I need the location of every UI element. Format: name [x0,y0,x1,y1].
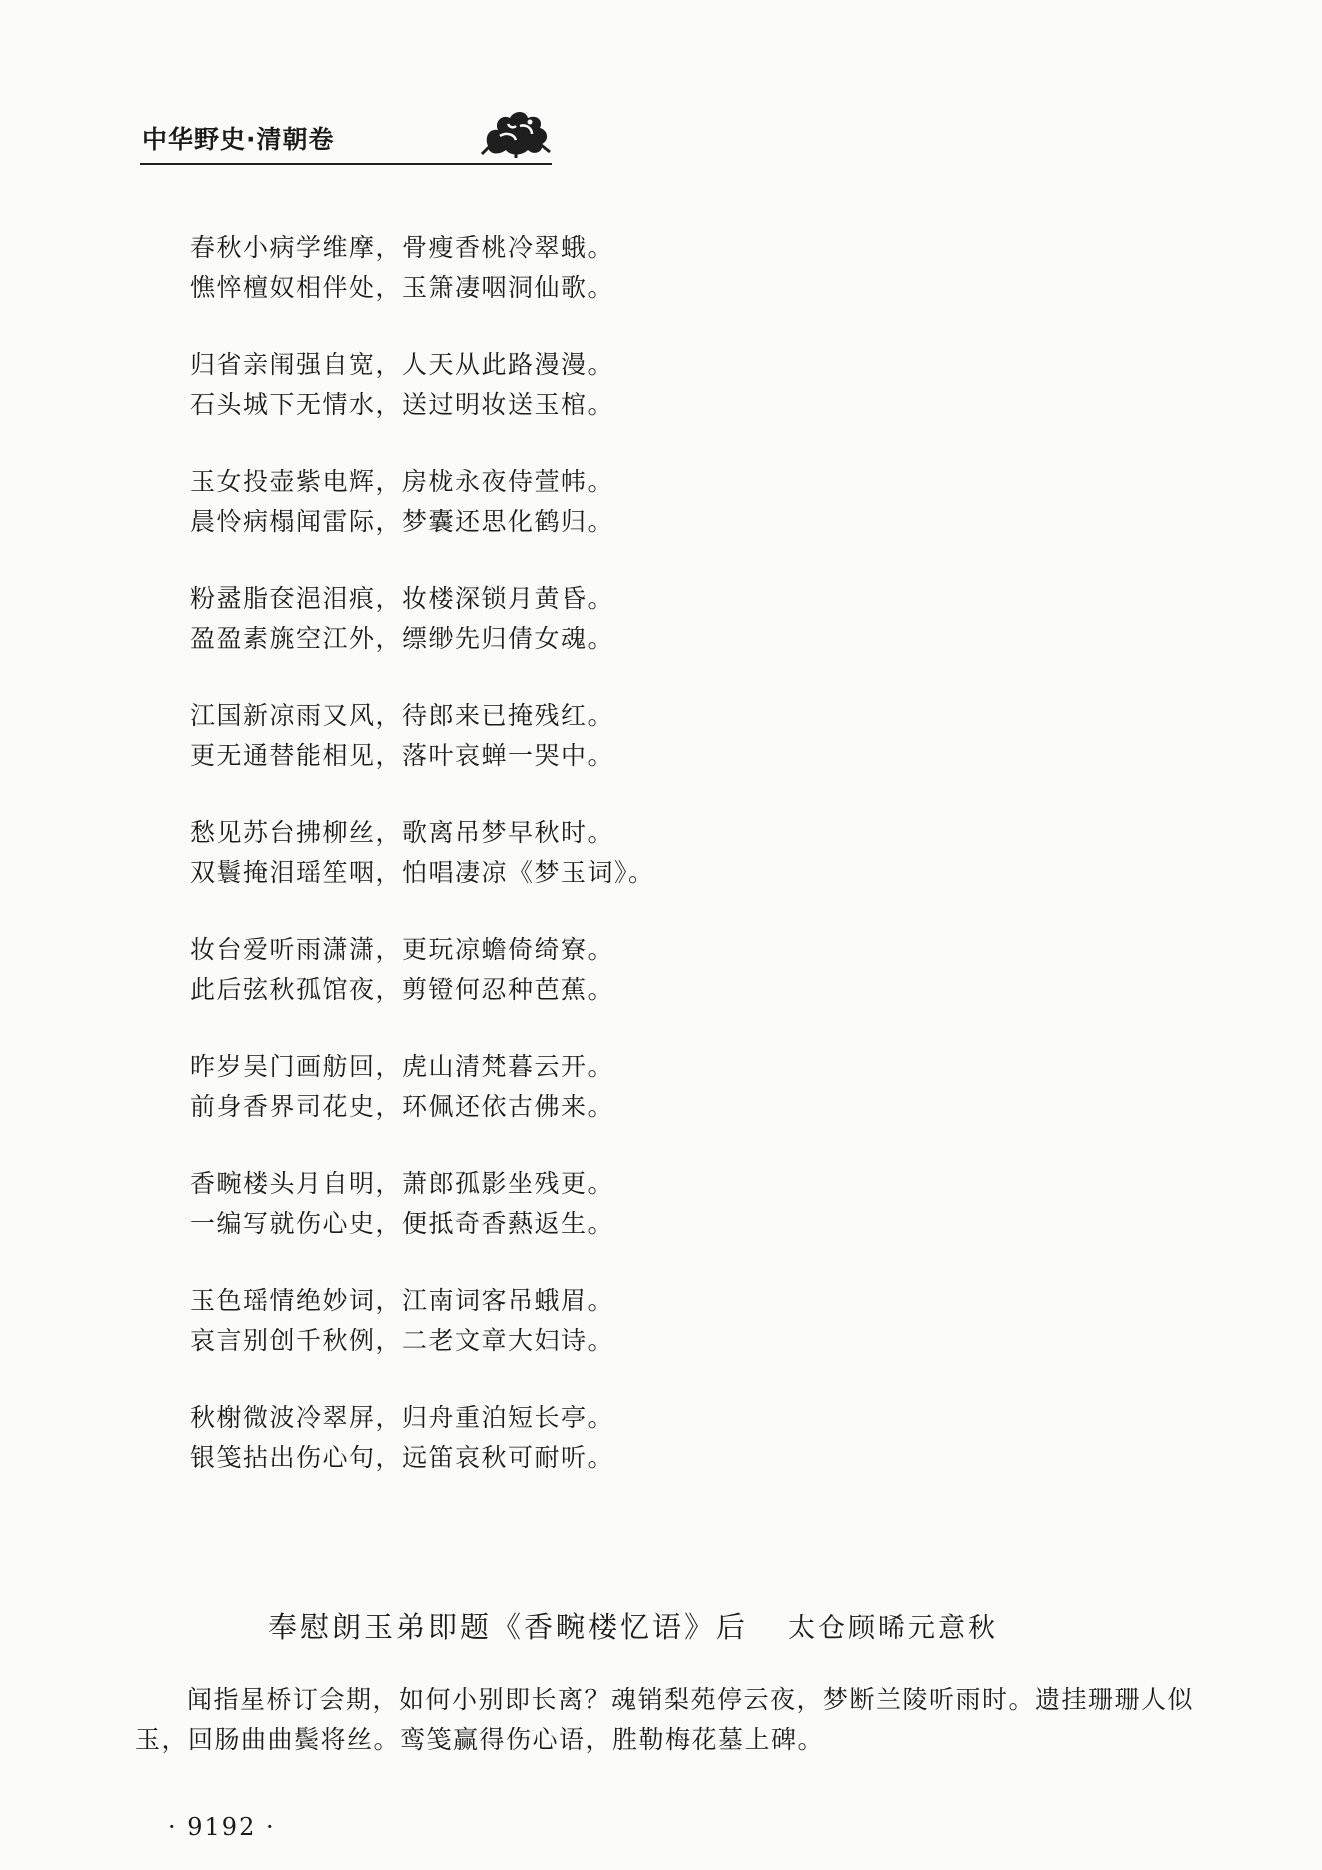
poem-stanza [190,579,1090,659]
running-header [140,100,550,160]
poem-stanza [190,813,1090,893]
poem-stanza [190,930,1090,1010]
poem-line: 玉女投壶紫电辉，房栊永夜侍萱帏。 [190,467,615,496]
poem-line: 盈盈素旐空江外，缥缈先归倩女魂。 [190,624,615,653]
poem-line: 哀言别创千秋例，二老文章大妇诗。 [190,1326,615,1355]
poem-line: 前身香界司花史，环佩还依古佛来。 [190,1092,615,1121]
header-rule [140,163,552,165]
poem-stanza [190,345,1090,425]
poem-stanza [190,1398,1090,1478]
book-title: 中华野史·清朝卷 [142,125,335,154]
poem-stanza [190,1164,1090,1244]
poem-line: 江国新凉雨又风，待郎来已掩残红。 [190,701,615,730]
poem-stanza [190,228,1090,308]
poem-stanza [190,1281,1090,1361]
poem-line: 此后弦秋孤馆夜，剪镫何忍种芭蕉。 [190,975,615,1004]
poem-stanza [190,462,1090,542]
poem-line: 昨岁吴门画舫回，虎山清梵暮云开。 [190,1052,615,1081]
poem-line: 玉色瑶情绝妙词，江南词客吊蛾眉。 [190,1286,615,1315]
poem-line: 石头城下无情水，送过明妆送玉棺。 [190,390,615,419]
poem-line: 憔悴檀奴相伴处，玉箫凄咽洞仙歌。 [190,273,615,302]
poem-line: 更无通替能相见，落叶哀蝉一哭中。 [190,741,615,770]
poem-line: 香畹楼头月自明，萧郎孤影坐残更。 [190,1169,615,1198]
poem-line: 粉盝脂奁浥泪痕，妆楼深锁月黄昏。 [190,584,615,613]
poem-line: 归省亲闱强自宽，人天从此路漫漫。 [190,350,615,379]
section-title: 奉慰朗玉弟即题《香畹楼忆语》后 [268,1610,749,1644]
poem-line: 双鬟掩泪瑶笙咽，怕唱凄凉《梦玉词》。 [190,858,655,887]
poem-line: 妆台爱听雨潇潇，更玩凉蟾倚绮寮。 [190,935,615,964]
poem-line: 银笺拈出伤心句，远笛哀秋可耐听。 [190,1443,615,1472]
poem-stanza [190,696,1090,776]
poem-stanzas [190,228,1090,1478]
section-poem-text: 闻指星桥订会期，如何小别即长离？魂销梨苑停云夜，梦断兰陵听雨时。遗挂珊珊人似玉，回肠曲曲鬓将丝。鸾笺赢得伤心语，胜勒梅花墓上碑。 [135,1685,1195,1754]
poem-line: 晨怜病榻闻雷际，梦囊还思化鹤归。 [190,507,615,536]
poem-stanza [190,1047,1090,1127]
poem-line: 秋榭微波冷翠屏，归舟重泊短长亭。 [190,1403,615,1432]
poem-line: 一编写就伤心史，便抵奇香爇返生。 [190,1209,615,1238]
poem-line: 春秋小病学维摩，骨瘦香桃冷翠蛾。 [190,233,615,262]
dragon-emblem-icon [480,106,552,158]
section-author: 太仓顾晞元意秋 [788,1613,999,1644]
poem-line: 愁见苏台拂柳丝，歌离吊梦早秋时。 [190,818,615,847]
page-number: · 9192 · [168,1813,276,1841]
section-heading [268,1605,998,1646]
